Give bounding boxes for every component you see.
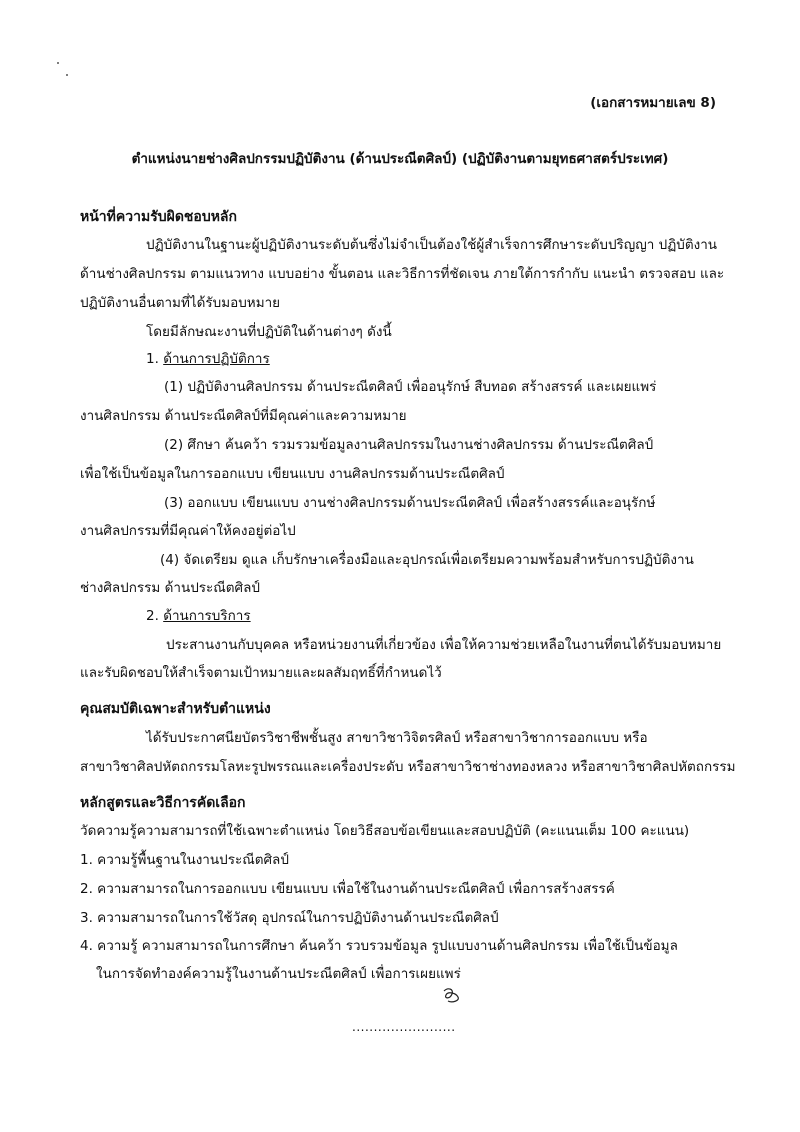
scan-speck xyxy=(57,62,59,64)
selection-intro: วัดความรู้ความสามารถที่ใช้เฉพาะตำแหน่ง โดยวิธีสอบข้อเขียนและสอบปฏิบัติ (คะแนนเต็ม 100 คะแนน) xyxy=(80,823,690,839)
operation-item-cont: ช่างศิลปกรรม ด้านประณีตศิลป์ xyxy=(80,580,260,596)
initials-mark-icon xyxy=(440,985,464,1005)
page-title: ตำแหน่งนายช่างศิลปกรรมปฏิบัติงาน (ด้านประณีตศิลป์) (ปฏิบัติงานตามยุทธศาสตร์ประเทศ) xyxy=(131,151,669,167)
section-1-number: 1. xyxy=(146,351,159,367)
operation-item-cont: งานศิลปกรรมที่มีคุณค่าให้คงอยู่ต่อไป xyxy=(80,523,296,539)
operation-item-cont: เพื่อใช้เป็นข้อมูลในการออกแบบ เขียนแบบ งานศิลปกรรมด้านประณีตศิลป์ xyxy=(80,466,505,482)
qualifications-heading: คุณสมบัติเฉพาะสำหรับตำแหน่ง xyxy=(80,701,271,717)
duties-intro-line: ด้านช่างศิลปกรรม ตามแนวทาง แบบอย่าง ขั้นตอน และวิธีการที่ชัดเจน ภายใต้การกำกับ แนะนำ ตรวจสอบ และ xyxy=(80,266,725,282)
qualifications-line: ได้รับประกาศนียบัตรวิชาชีพชั้นสูง สาขาวิชาวิจิตรศิลป์ หรือสาขาวิชาการออกแบบ หรือ xyxy=(146,730,648,746)
operation-item: (4) จัดเตรียม ดูแล เก็บรักษาเครื่องมือและอุปกรณ์เพื่อเตรียมความพร้อมสำหรับการปฏิบัติงาน xyxy=(160,552,694,568)
scan-speck xyxy=(66,74,68,76)
duties-heading: หน้าที่ความรับผิดชอบหลัก xyxy=(80,209,237,225)
service-text-line: ประสานงานกับบุคคล หรือหน่วยงานที่เกี่ยวข้อง เพื่อให้ความช่วยเหลือในงานที่ตนได้รับมอบหมาย xyxy=(166,637,722,653)
operation-item: (3) ออกแบบ เขียนแบบ งานช่างศิลปกรรมด้านประณีตศิลป์ เพื่อสร้างสรรค์และอนุรักษ์ xyxy=(164,495,656,511)
section-2-title: ด้านการบริการ xyxy=(163,608,251,624)
selection-item: 1. ความรู้พื้นฐานในงานประณีตศิลป์ xyxy=(80,852,289,868)
section-1-heading xyxy=(146,350,270,368)
section-1-title: ด้านการปฏิบัติการ xyxy=(163,351,270,367)
selection-item: 3. ความสามารถในการใช้วัสดุ อุปกรณ์ในการปฏิบัติงานด้านประณีตศิลป์ xyxy=(80,910,499,926)
operation-item: (1) ปฏิบัติงานศิลปกรรม ด้านประณีตศิลป์ เพื่ออนุรักษ์ สืบทอด สร้างสรรค์ และเผยแพร่ xyxy=(164,379,657,395)
selection-item: 4. ความรู้ ความสามารถในการศึกษา ค้นคว้า รวบรวมข้อมูล รูปแบบงานด้านศิลปกรรม เพื่อใช้เป็นข้อมูล xyxy=(80,938,678,954)
operation-item: (2) ศึกษา ค้นคว้า รวมรวมข้อมูลงานศิลปกรรมในงานช่างศิลปกรรม ด้านประณีตศิลป์ xyxy=(164,437,654,453)
document-number: (เอกสารหมายเลข 8) xyxy=(590,95,716,111)
duties-lead: โดยมีลักษณะงานที่ปฏิบัติในด้านต่างๆ ดังนี้ xyxy=(146,324,392,340)
selection-item-cont: ในการจัดทำองค์ความรู้ในงานด้านประณีตศิลป์ เพื่อการเผยแพร่ xyxy=(96,966,461,982)
section-2-number: 2. xyxy=(146,608,159,624)
footer-dots: ........................ xyxy=(352,1020,456,1034)
duties-intro-line: ปฏิบัติงานอื่นตามที่ได้รับมอบหมาย xyxy=(80,295,281,311)
selection-heading: หลักสูตรและวิธีการคัดเลือก xyxy=(80,795,246,811)
service-text-line: และรับผิดชอบให้สำเร็จตามเป้าหมายและผลสัมฤทธิ์ที่กำหนดไว้ xyxy=(80,665,442,681)
selection-item: 2. ความสามารถในการออกแบบ เขียนแบบ เพื่อใช้ในงานด้านประณีตศิลป์ เพื่อการสร้างสรรค์ xyxy=(80,881,615,897)
operation-item-cont: งานศิลปกรรม ด้านประณีตศิลป์ที่มีคุณค่าและความหมาย xyxy=(80,408,407,424)
section-2-heading xyxy=(146,607,251,625)
duties-intro-line: ปฏิบัติงานในฐานะผู้ปฏิบัติงานระดับต้นซึ่งไม่จำเป็นต้องใช้ผู้สำเร็จการศึกษาระดับปริญญา ปฏิบัติงาน xyxy=(146,237,718,253)
qualifications-line: สาขาวิชาศิลปหัตถกรรมโลหะรูปพรรณและเครื่องประดับ หรือสาขาวิชาช่างทองหลวง หรือสาขาวิชาศิลปหัตถกรรม xyxy=(80,759,736,775)
